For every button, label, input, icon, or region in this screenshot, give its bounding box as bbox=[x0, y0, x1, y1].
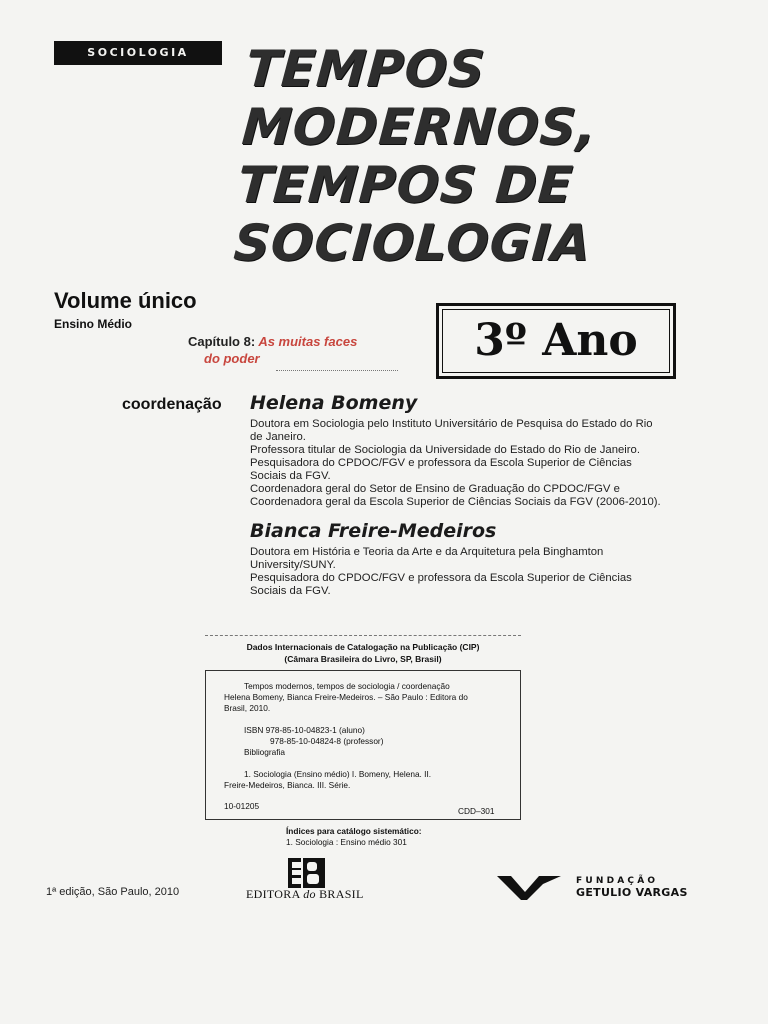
bio-line: Coordenadora geral do Setor de Ensino de Graduação do CPDOC/FGV e bbox=[250, 483, 620, 495]
chapter-note bbox=[188, 333, 398, 367]
cip-bibliography: Bibliografia bbox=[244, 747, 286, 757]
chapter-dotted-rule bbox=[276, 370, 398, 371]
cip-subject: 1. Sociologia (Ensino médio) I. Bomeny, Helena. II. bbox=[244, 769, 432, 779]
publisher-name-part: BRASIL bbox=[319, 887, 364, 901]
bio-line: Sociais da FGV. bbox=[250, 585, 331, 597]
cip-line: Helena Bomeny, Bianca Freire-Medeiros. – São Paulo : Editora do bbox=[224, 692, 468, 702]
fgv-logo-icon bbox=[497, 872, 561, 900]
bio-line: Sociais da FGV. bbox=[250, 470, 331, 482]
cip-subject: Freire-Medeiros, Bianca. III. Série. bbox=[224, 780, 351, 790]
cip-isbn: 978-85-10-04824-8 (professor) bbox=[270, 736, 384, 746]
title-line: TEMPOS DE bbox=[235, 156, 576, 214]
cip-line: Tempos modernos, tempos de sociologia / coordenação bbox=[244, 681, 450, 691]
cip-divider bbox=[205, 635, 521, 636]
author-bio bbox=[250, 418, 680, 509]
index-entry: 1. Sociologia : Ensino médio 301 bbox=[286, 837, 407, 847]
publisher-name bbox=[246, 887, 364, 902]
coordination-label: coordenação bbox=[122, 396, 222, 413]
catalog-index bbox=[286, 826, 422, 848]
edition-info: 1ª edição, São Paulo, 2010 bbox=[46, 886, 180, 898]
bio-line: University/SUNY. bbox=[250, 559, 336, 571]
author-name: Helena Bomeny bbox=[250, 392, 418, 414]
cip-header-line: Dados Internacionais de Catalogação na Publicação (CIP) bbox=[246, 642, 480, 652]
bio-line: Doutora em Sociologia pelo Instituto Universitário de Pesquisa do Estado do Rio bbox=[250, 418, 653, 430]
cip-line: Brasil, 2010. bbox=[224, 703, 271, 713]
index-header: Índices para catálogo sistemático: bbox=[286, 826, 422, 836]
publisher-name-part: do bbox=[303, 887, 316, 901]
fgv-line: FUNDAÇÃO bbox=[576, 876, 659, 886]
bio-line: de Janeiro. bbox=[250, 431, 306, 443]
cip-record-box bbox=[205, 670, 521, 820]
chapter-label: Capítulo 8: bbox=[188, 334, 256, 349]
bio-line: Doutora em História e Teoria da Arte e da Arquitetura pela Binghamton bbox=[250, 546, 604, 558]
author-bio bbox=[250, 546, 680, 598]
title-line: TEMPOS bbox=[244, 40, 488, 98]
book-title bbox=[232, 40, 698, 272]
chapter-title: As muitas faces bbox=[258, 334, 358, 349]
bio-line: Professora titular de Sociologia da Universidade do Estado do Rio de Janeiro. bbox=[250, 444, 640, 456]
editora-brasil-logo-icon bbox=[286, 856, 328, 890]
cip-isbn: ISBN 978-85-10-04823-1 (aluno) bbox=[244, 725, 365, 735]
fgv-line: GETULIO VARGAS bbox=[576, 886, 688, 899]
title-line: SOCIOLOGIA bbox=[231, 214, 594, 272]
education-level: Ensino Médio bbox=[54, 317, 132, 331]
cip-cdd: CDD–301 bbox=[458, 806, 495, 816]
cip-header bbox=[205, 641, 521, 665]
volume-title: Volume único bbox=[54, 288, 197, 313]
bio-line: Pesquisadora do CPDOC/FGV e professora da Escola Superior de Ciências bbox=[250, 457, 632, 469]
cip-code: 10-01205 bbox=[224, 801, 260, 811]
grade-box bbox=[436, 303, 676, 379]
fgv-wordmark bbox=[576, 875, 688, 899]
subject-badge: SOCIOLOGIA bbox=[54, 41, 222, 65]
cip-header-line: (Câmara Brasileira do Livro, SP, Brasil) bbox=[284, 654, 442, 664]
publisher-name-part: EDITORA bbox=[246, 887, 300, 901]
grade-label: 3º Ano bbox=[442, 309, 670, 373]
chapter-title-cont: do poder bbox=[204, 351, 260, 366]
bio-line: Pesquisadora do CPDOC/FGV e professora da Escola Superior de Ciências bbox=[250, 572, 632, 584]
bio-line: Coordenadora geral da Escola Superior de Ciências Sociais da FGV (2006-2010). bbox=[250, 496, 661, 508]
title-line: MODERNOS, bbox=[240, 98, 599, 156]
author-name: Bianca Freire-Medeiros bbox=[250, 520, 497, 542]
